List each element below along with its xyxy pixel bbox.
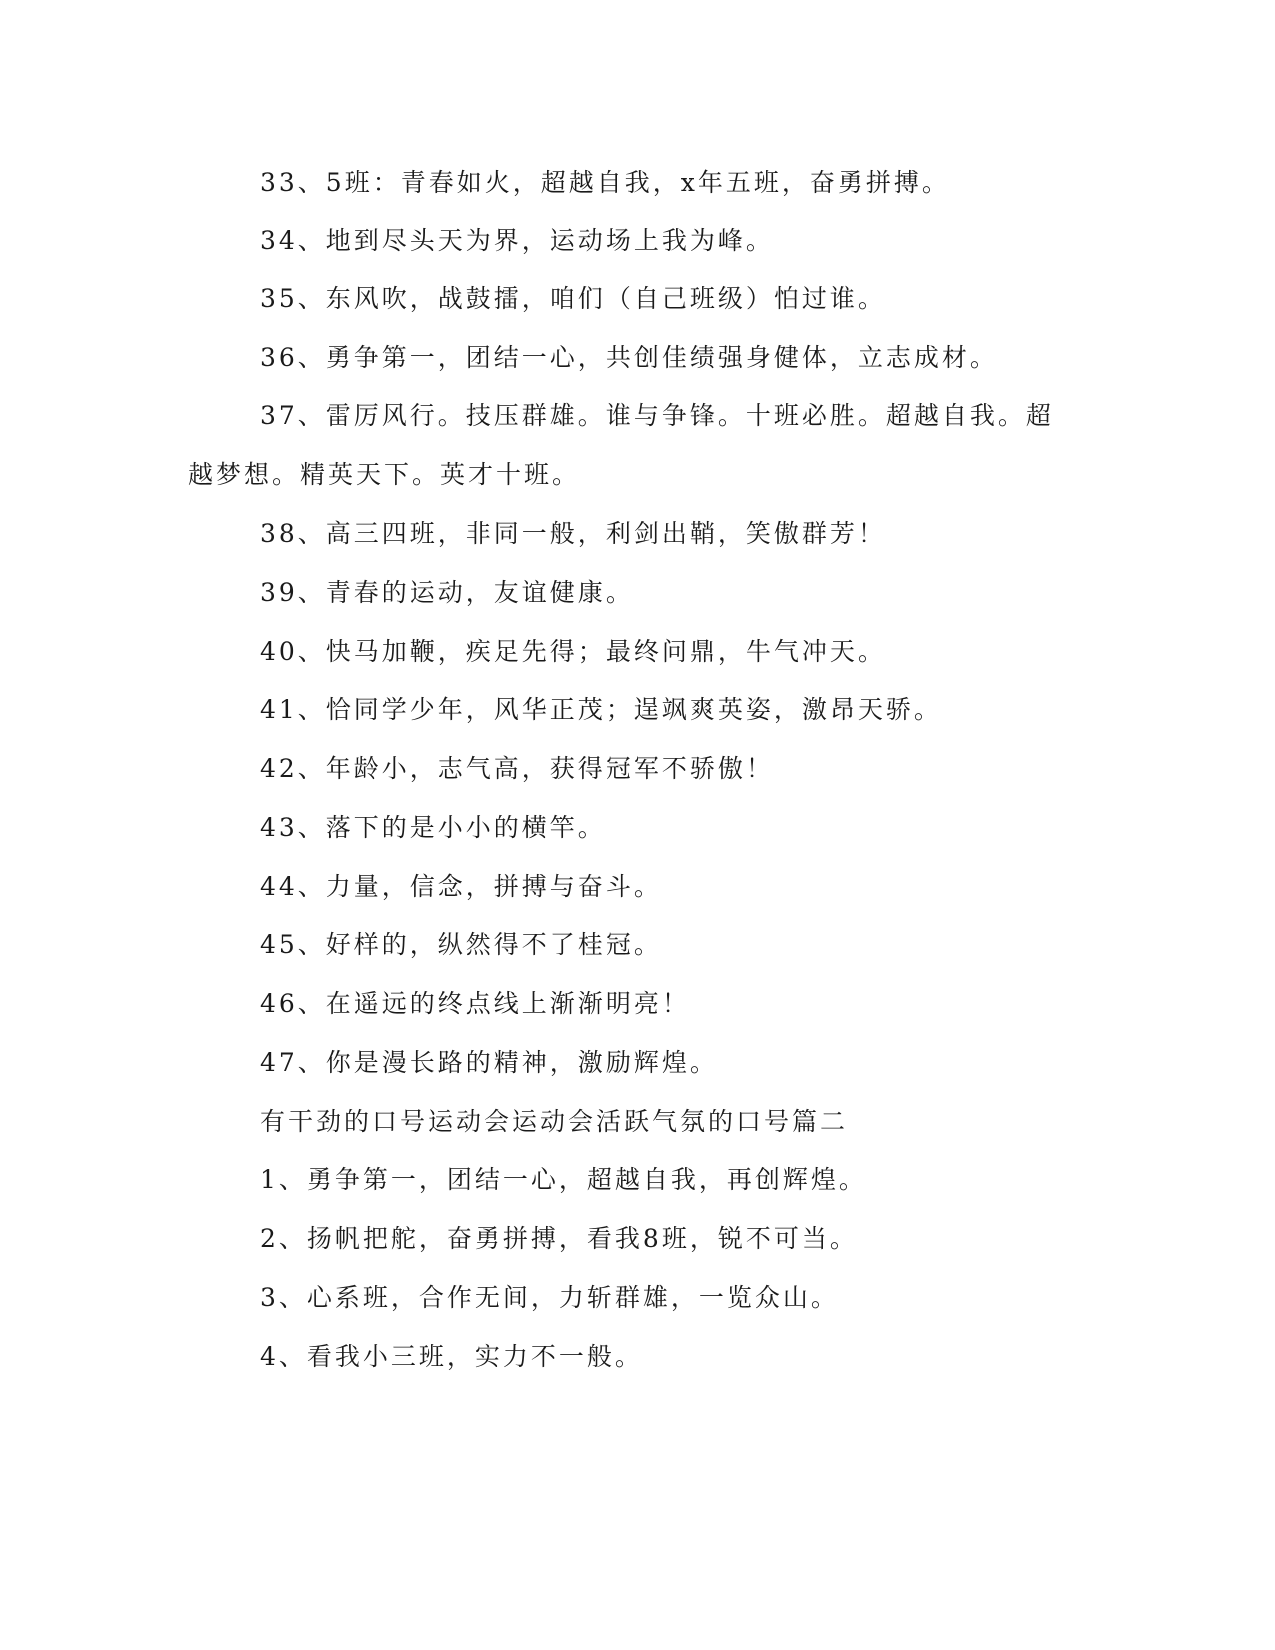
slogan-45: 45、好样的，纵然得不了桂冠。: [260, 930, 662, 959]
slogan-2: 2、扬帆把舵，奋勇拼搏，看我8班，锐不可当。: [260, 1224, 858, 1253]
slogan-37: 37、雷厉风行。技压群雄。谁与争锋。十班必胜。超越自我。超: [260, 401, 1054, 430]
slogan-4: 4、看我小三班，实力不一般。: [260, 1342, 643, 1371]
slogan-41: 41、恰同学少年，风华正茂；逞飒爽英姿，激昂天骄。: [260, 695, 942, 724]
slogan-36: 36、勇争第一，团结一心，共创佳绩强身健体，立志成材。: [260, 343, 998, 372]
slogan-1: 1、勇争第一，团结一心，超越自我，再创辉煌。: [260, 1165, 867, 1194]
slogan-47: 47、你是漫长路的精神，激励辉煌。: [260, 1048, 718, 1077]
slogan-35: 35、东风吹，战鼓擂，咱们（自己班级）怕过谁。: [260, 284, 886, 313]
section-heading: 有干劲的口号运动会运动会活跃气氛的口号篇二: [260, 1107, 849, 1136]
slogan-46: 46、在遥远的终点线上渐渐明亮！: [260, 989, 690, 1018]
slogan-33: 33、5班：青春如火，超越自我，x年五班，奋勇拼搏。: [260, 168, 950, 197]
slogan-44: 44、力量，信念，拼搏与奋斗。: [260, 872, 662, 901]
slogan-39: 39、青春的运动，友谊健康。: [260, 578, 634, 607]
slogan-38: 38、高三四班，非同一般，利剑出鞘，笑傲群芳！: [260, 519, 886, 548]
slogan-40: 40、快马加鞭，疾足先得；最终问鼎，牛气冲天。: [260, 637, 886, 666]
slogan-37-continued: 越梦想。精英天下。英才十班。: [188, 460, 581, 489]
slogan-42: 42、年龄小，志气高，获得冠军不骄傲！: [260, 754, 774, 783]
slogan-34: 34、地到尽头天为界，运动场上我为峰。: [260, 226, 774, 255]
slogan-43: 43、落下的是小小的横竿。: [260, 813, 606, 842]
slogan-3: 3、心系班，合作无间，力斩群雄，一览众山。: [260, 1283, 839, 1312]
